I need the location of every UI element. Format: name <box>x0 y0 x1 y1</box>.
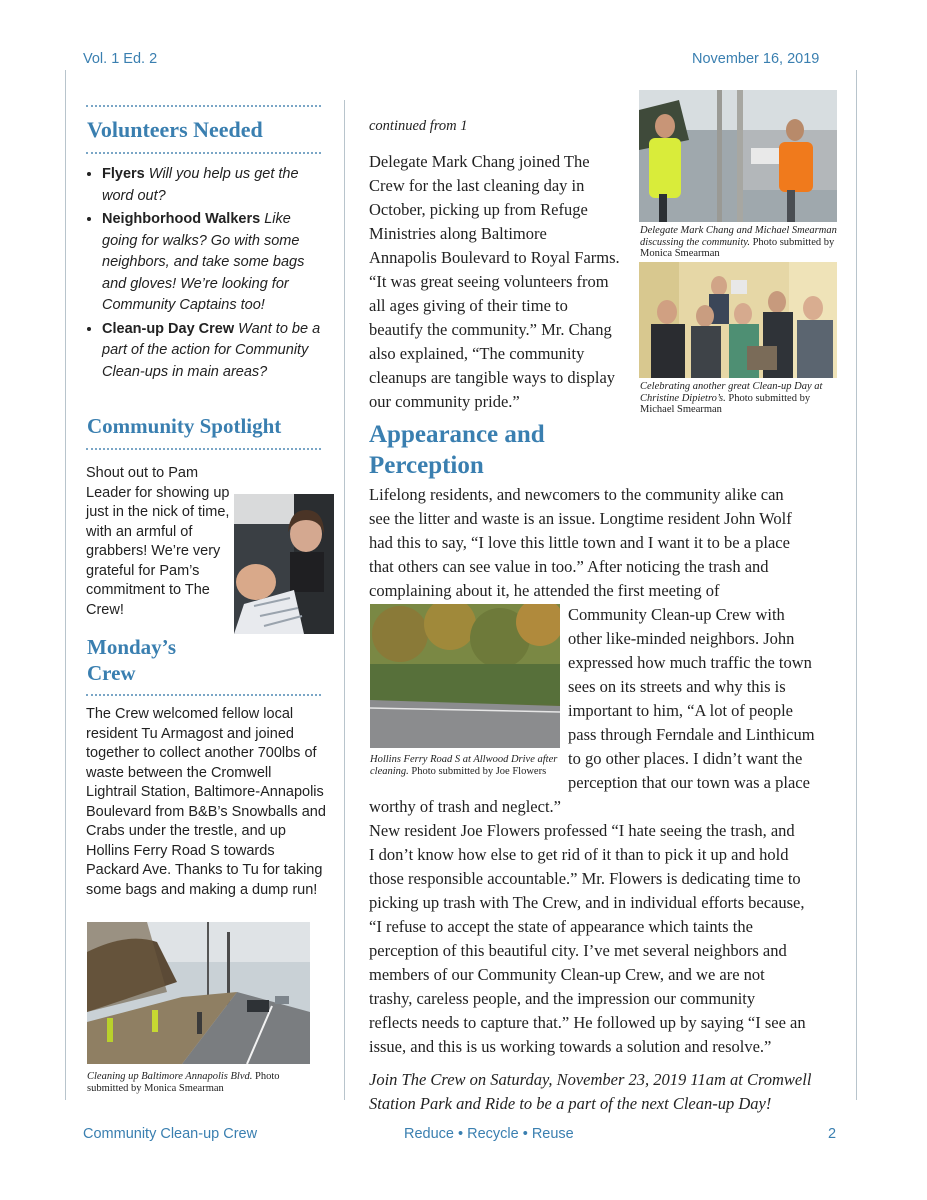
text-line: October, picking up from Refuge <box>369 200 588 219</box>
text-line: see the litter and waste is an issue. Longtime resident John Wolf <box>369 509 792 528</box>
text-line: “It was great seeing volunteers from <box>369 272 609 291</box>
caption-credit: Photo submitted by Monica Smearman <box>87 1071 280 1094</box>
text-line: Lifelong residents, and newcomers to the community alike can <box>369 485 784 504</box>
caption-title: Delegate Mark Chang and Michael Smearman discussing the community. <box>640 225 837 248</box>
text-line: trashy, careless people, and the impression our community <box>369 989 756 1008</box>
divider-dotted <box>86 105 321 107</box>
caption-title: Cleaning up Baltimore Annapolis Blvd. <box>87 1071 253 1082</box>
paragraph-2 <box>369 795 844 1059</box>
text-line: all ages giving of their time to <box>369 296 568 315</box>
text-line: picking up trash with The Crew, and in individual efforts because, <box>369 893 805 912</box>
item-description: Will you help us get the word out? <box>102 166 299 204</box>
list-item <box>102 164 324 207</box>
text-line: members of our Community Clean-up Crew, and we are not <box>369 965 765 984</box>
left-margin-rule <box>65 70 66 1100</box>
cleanup-street-photo <box>87 922 310 1064</box>
hollins-road-photo <box>370 604 560 748</box>
heading-line: Appearance and <box>369 421 545 448</box>
paragraph-1-wrapped <box>568 603 840 795</box>
issue-date: November 16, 2019 <box>692 51 820 67</box>
monday-text: The Crew welcomed fellow local resident Tu Armagost and joined together to collect another 700lbs of waste between the Cromwell Lightrail Station, Baltimore-Annapolis Boulevard from B&B’s Snowballs and Crabs under the trestle, and up Hollins Ferry Road S towards Packard Ave. Thanks to Tu for taking some bags and making a dump run! <box>86 706 326 898</box>
column-divider <box>344 100 345 1100</box>
footer-slogan: Reduce • Recycle • Reuse <box>404 1126 574 1142</box>
spotlight-text: Shout out to Pam Leader for showing up just in the nick of time, with an armful of grabbers! We’re very grateful for Pam’s commitment to The Crew! <box>86 465 230 618</box>
text-line: those responsible accountable.” Mr. Flowers is dedicating time to <box>369 869 801 888</box>
divider-dotted <box>86 694 321 696</box>
text-line: Community Clean-up Crew with <box>568 605 785 624</box>
text-line: perception that our town was a place <box>568 773 810 792</box>
text-line: had this to say, “I love this little town and I want it to be a place <box>369 533 790 552</box>
text-line: to go other places. I didn’t want the <box>568 749 803 768</box>
join-callout <box>369 1068 844 1116</box>
text-line: also explained, “The community <box>369 344 585 363</box>
paragraph-1 <box>369 483 839 603</box>
item-label: Neighborhood Walkers <box>102 211 261 227</box>
heading-line: Crew <box>87 661 136 685</box>
text-line: our community pride.” <box>369 392 520 411</box>
text-line: issue, and this is us working towards a solution and resolve.” <box>369 1037 772 1056</box>
item-label: Flyers <box>102 166 145 182</box>
text-line: important to him, “A lot of people <box>568 701 794 720</box>
divider-dotted <box>86 448 321 450</box>
caption-title: Hollins Ferry Road S at Allwood Drive after cleaning. <box>370 754 558 777</box>
celebration-photo <box>639 262 837 378</box>
caption-credit: Photo submitted by Joe Flowers <box>408 765 547 777</box>
heading-line: Perception <box>369 452 484 479</box>
text-line: “I refuse to accept the state of appearance which taints the <box>369 917 753 936</box>
chang-photo <box>639 90 837 222</box>
spotlight-heading: Community Spotlight <box>87 414 282 438</box>
item-description: Want to be a part of the action for Community Clean-ups in main areas? <box>102 320 321 380</box>
caption-credit: Photo submitted by Michael Smearman <box>640 392 811 415</box>
list-item <box>102 209 324 317</box>
volume-edition: Vol. 1 Ed. 2 <box>83 51 158 67</box>
right-margin-rule <box>856 70 857 1100</box>
caption-title: Celebrating another great Clean-up Day at Christine Dipietro’s. <box>640 381 823 404</box>
chang-photo-caption <box>640 225 840 260</box>
text-line: Station Park and Ride to be a part of the next Clean-up Day! <box>369 1094 772 1113</box>
text-line: Crew for the last cleaning day in <box>369 176 585 195</box>
text-line: beautify the community.” Mr. Chang <box>369 320 612 339</box>
heading-line: Monday’s <box>87 635 177 659</box>
item-label: Clean-up Day Crew <box>102 320 235 337</box>
text-line: perception of this beautiful city. I’ve met several neighbors and <box>369 941 787 960</box>
page-number: 2 <box>828 1126 837 1142</box>
continued-note: continued from 1 <box>369 118 468 134</box>
footer-org-name: Community Clean-up Crew <box>83 1126 258 1142</box>
hollins-photo-caption <box>370 754 570 777</box>
monday-heading <box>87 634 176 686</box>
monday-photo-caption <box>87 1071 313 1094</box>
spotlight-photo <box>234 494 334 634</box>
volunteers-list <box>86 164 324 385</box>
text-line: cleanups are tangible ways to display <box>369 368 616 387</box>
text-line: that others can see value in too.” After noticing the trash and <box>369 557 769 576</box>
caption-credit: Photo submitted by Monica Smearman <box>640 236 835 259</box>
text-line: reflects needs to capture that.” He followed up by saying “I see an <box>369 1013 806 1032</box>
article-intro <box>369 150 639 414</box>
text-line: Ministries along Baltimore <box>369 224 547 243</box>
text-line: Delegate Mark Chang joined The <box>369 152 590 171</box>
volunteers-heading: Volunteers Needed <box>87 117 263 142</box>
list-item <box>102 319 324 384</box>
text-line: worthy of trash and neglect.” <box>369 797 561 816</box>
text-line: New resident Joe Flowers professed “I hate seeing the trash, and <box>369 821 795 840</box>
item-description: Like going for walks? Go with some neighbors, and take some bags and gloves! We’re looking for Community Captains too! <box>102 211 305 313</box>
text-line: Annapolis Boulevard to Royal Farms. <box>369 248 620 267</box>
text-line: other like-minded neighbors. John <box>568 629 795 648</box>
appearance-heading <box>369 419 545 481</box>
celebration-photo-caption <box>640 381 840 416</box>
divider-dotted <box>86 152 321 154</box>
text-line: pass through Ferndale and Linthicum <box>568 725 815 744</box>
text-line: I don’t know how else to get rid of it than to pick it up and hold <box>369 845 789 864</box>
text-line: Join The Crew on Saturday, November 23, 2019 11am at Cromwell <box>369 1070 812 1089</box>
text-line: complaining about it, he attended the first meeting of <box>369 581 720 600</box>
text-line: sees on its streets and why this is <box>568 677 786 696</box>
text-line: expressed how much traffic the town <box>568 653 812 672</box>
